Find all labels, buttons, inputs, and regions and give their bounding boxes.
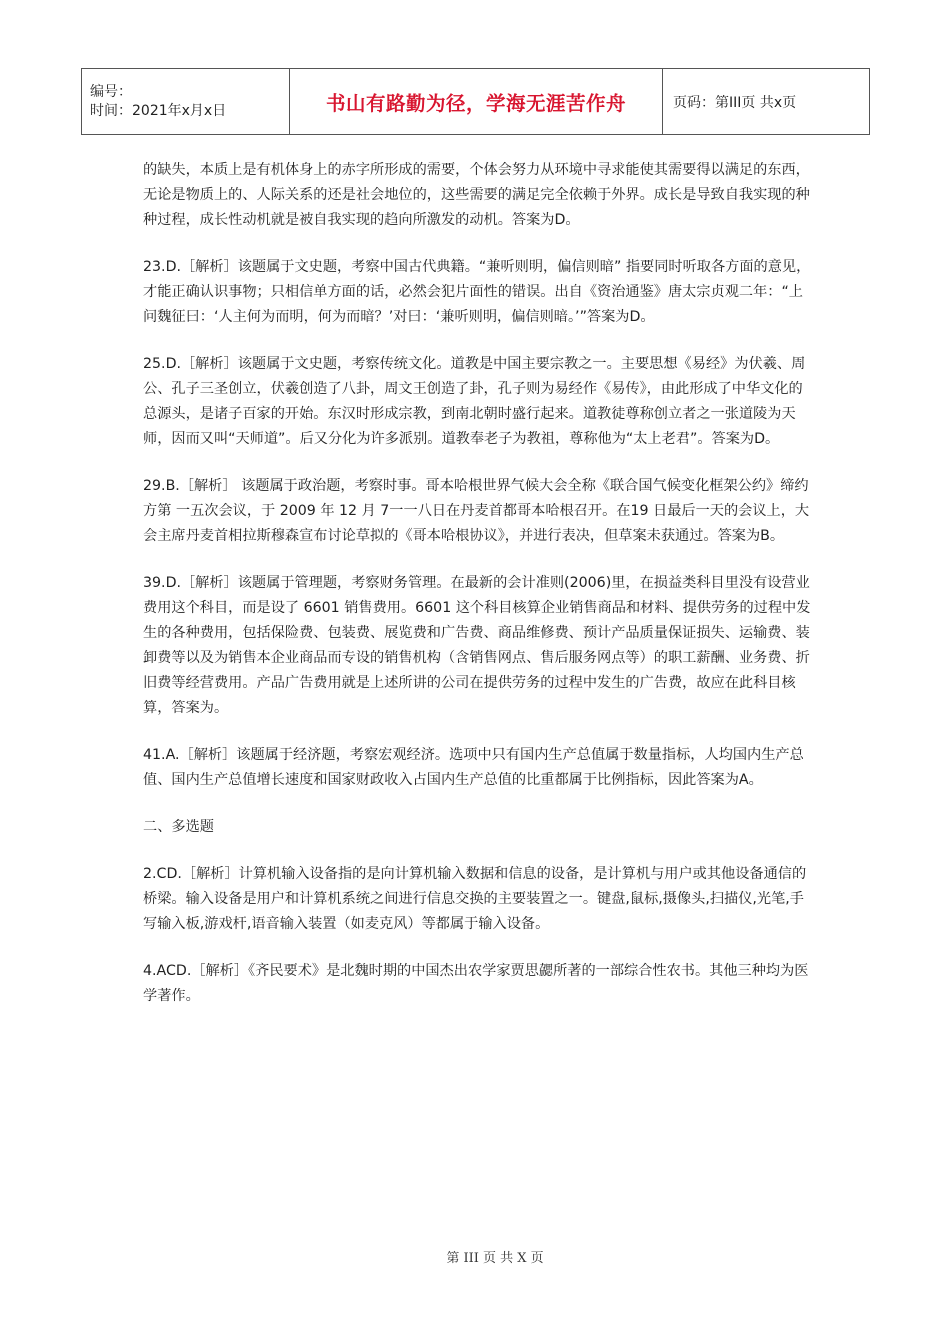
- header-motto: 书山有路勤为径，学海无涯苦作舟: [325, 91, 626, 115]
- paragraph: 23.D.［解析］该题属于文史题，考察中国古代典籍。“兼听则明，偏信则暗” 指要同时听取各方面的意见，才能正确认识事物；只相信单方面的话，必然会犯片面性的错误。出自《资治通鉴》唐太宗贞观二年：“上问魏征曰：‘人主何为而明，何为而暗？’对曰：‘兼听则明，偏信则暗。’”答案为D。: [143, 259, 811, 325]
- time-label: 时间：2021年x月x日: [90, 102, 227, 119]
- paragraph: 41.A.［解析］该题属于经济题，考察宏观经济。选项中只有国内生产总值属于数量指标，人均国内生产总值、国内生产总值增长速度和国家财政收入占国内生产总值的比重都属于比例指标，因此答案为A。: [143, 747, 804, 788]
- page-footer: 第 III 页 共 X 页: [446, 1251, 544, 1266]
- page-label: 页码：第III页 共x页: [673, 94, 797, 111]
- paragraph: 29.B.［解析］ 该题属于政治题，考察时事。哥本哈根世界气候大会全称《联合国气候变化框架公约》缔约方第 一五次会议，于 2009 年 12 月 7一一八日在丹麦首都哥本哈根召开。在19 日最后一天的会议上，大会主席丹麦首相拉斯穆森宣布讨论草拟的《哥本哈根协议》，并进行表决，但草案未获通过。答案为B。: [143, 478, 810, 544]
- paragraph: 25.D.［解析］该题属于文史题，考察传统文化。道教是中国主要宗教之一。主要思想《易经》为伏羲、周公、孔子三圣创立，伏羲创造了八卦，周文王创造了卦，孔子则为易经作《易传》，由此形成了中华文化的总源头，是诸子百家的开始。东汉时形成宗教，到南北朝时盛行起来。道教徒尊称创立者之一张道陵为天师，因而又叫“天师道”。后又分化为许多派别。道教奉老子为教祖，尊称他为“太上老君”。答案为D。: [143, 356, 806, 447]
- paragraph: 2.CD.［解析］计算机输入设备指的是向计算机输入数据和信息的设备，是计算机与用户或其他设备通信的桥梁。输入设备是用户和计算机系统之间进行信息交换的主要装置之一。键盘,鼠标,摄像头,扫描仪,光笔,手写输入板,游戏杆,语音输入装置（如麦克风）等都属于输入设备。: [143, 866, 807, 932]
- paragraph: 39.D.［解析］该题属于管理题，考察财务管理。在最新的会计准则(2006)里，在损益类科目里没有设营业费用这个科目，而是设了 6601 销售费用。6601 这个科目核算企业销售商品和材料、提供劳务的过程中发生的各种费用，包括保险费、包装费、展览费和广告费、商品维修费、预计产品质量保证损失、运输费、装卸费等以及为销售本企业商品而专设的销售机构（含销售网点、售后服务网点等）的职工薪酬、业务费、折旧费等经营费用。产品广告费用就是上述所讲的公司在提供劳务的过程中发生的广告费，故应在此科目核算，答案为。: [143, 575, 811, 716]
- document-header: [81, 68, 870, 135]
- number-label: 编号：: [90, 83, 132, 100]
- header-info-cell: [82, 69, 290, 135]
- section-title: 二、多选题: [143, 819, 214, 835]
- document-body: [143, 158, 811, 1031]
- header-page-cell: [663, 69, 870, 135]
- paragraph: 4.ACD.［解析］《齐民要术》是北魏时期的中国杰出农学家贾思勰所著的一部综合性农书。其他三种均为医学著作。: [143, 963, 809, 1004]
- header-motto-cell: [290, 69, 663, 135]
- paragraph: 的缺失，本质上是有机体身上的赤字所形成的需要，个体会努力从环境中寻求能使其需要得以满足的东西，无论是物质上的、人际关系的还是社会地位的，这些需要的满足完全依赖于外界。成长是导致自我实现的种种过程，成长性动机就是被自我实现的趋向所激发的动机。答案为D。: [143, 162, 810, 228]
